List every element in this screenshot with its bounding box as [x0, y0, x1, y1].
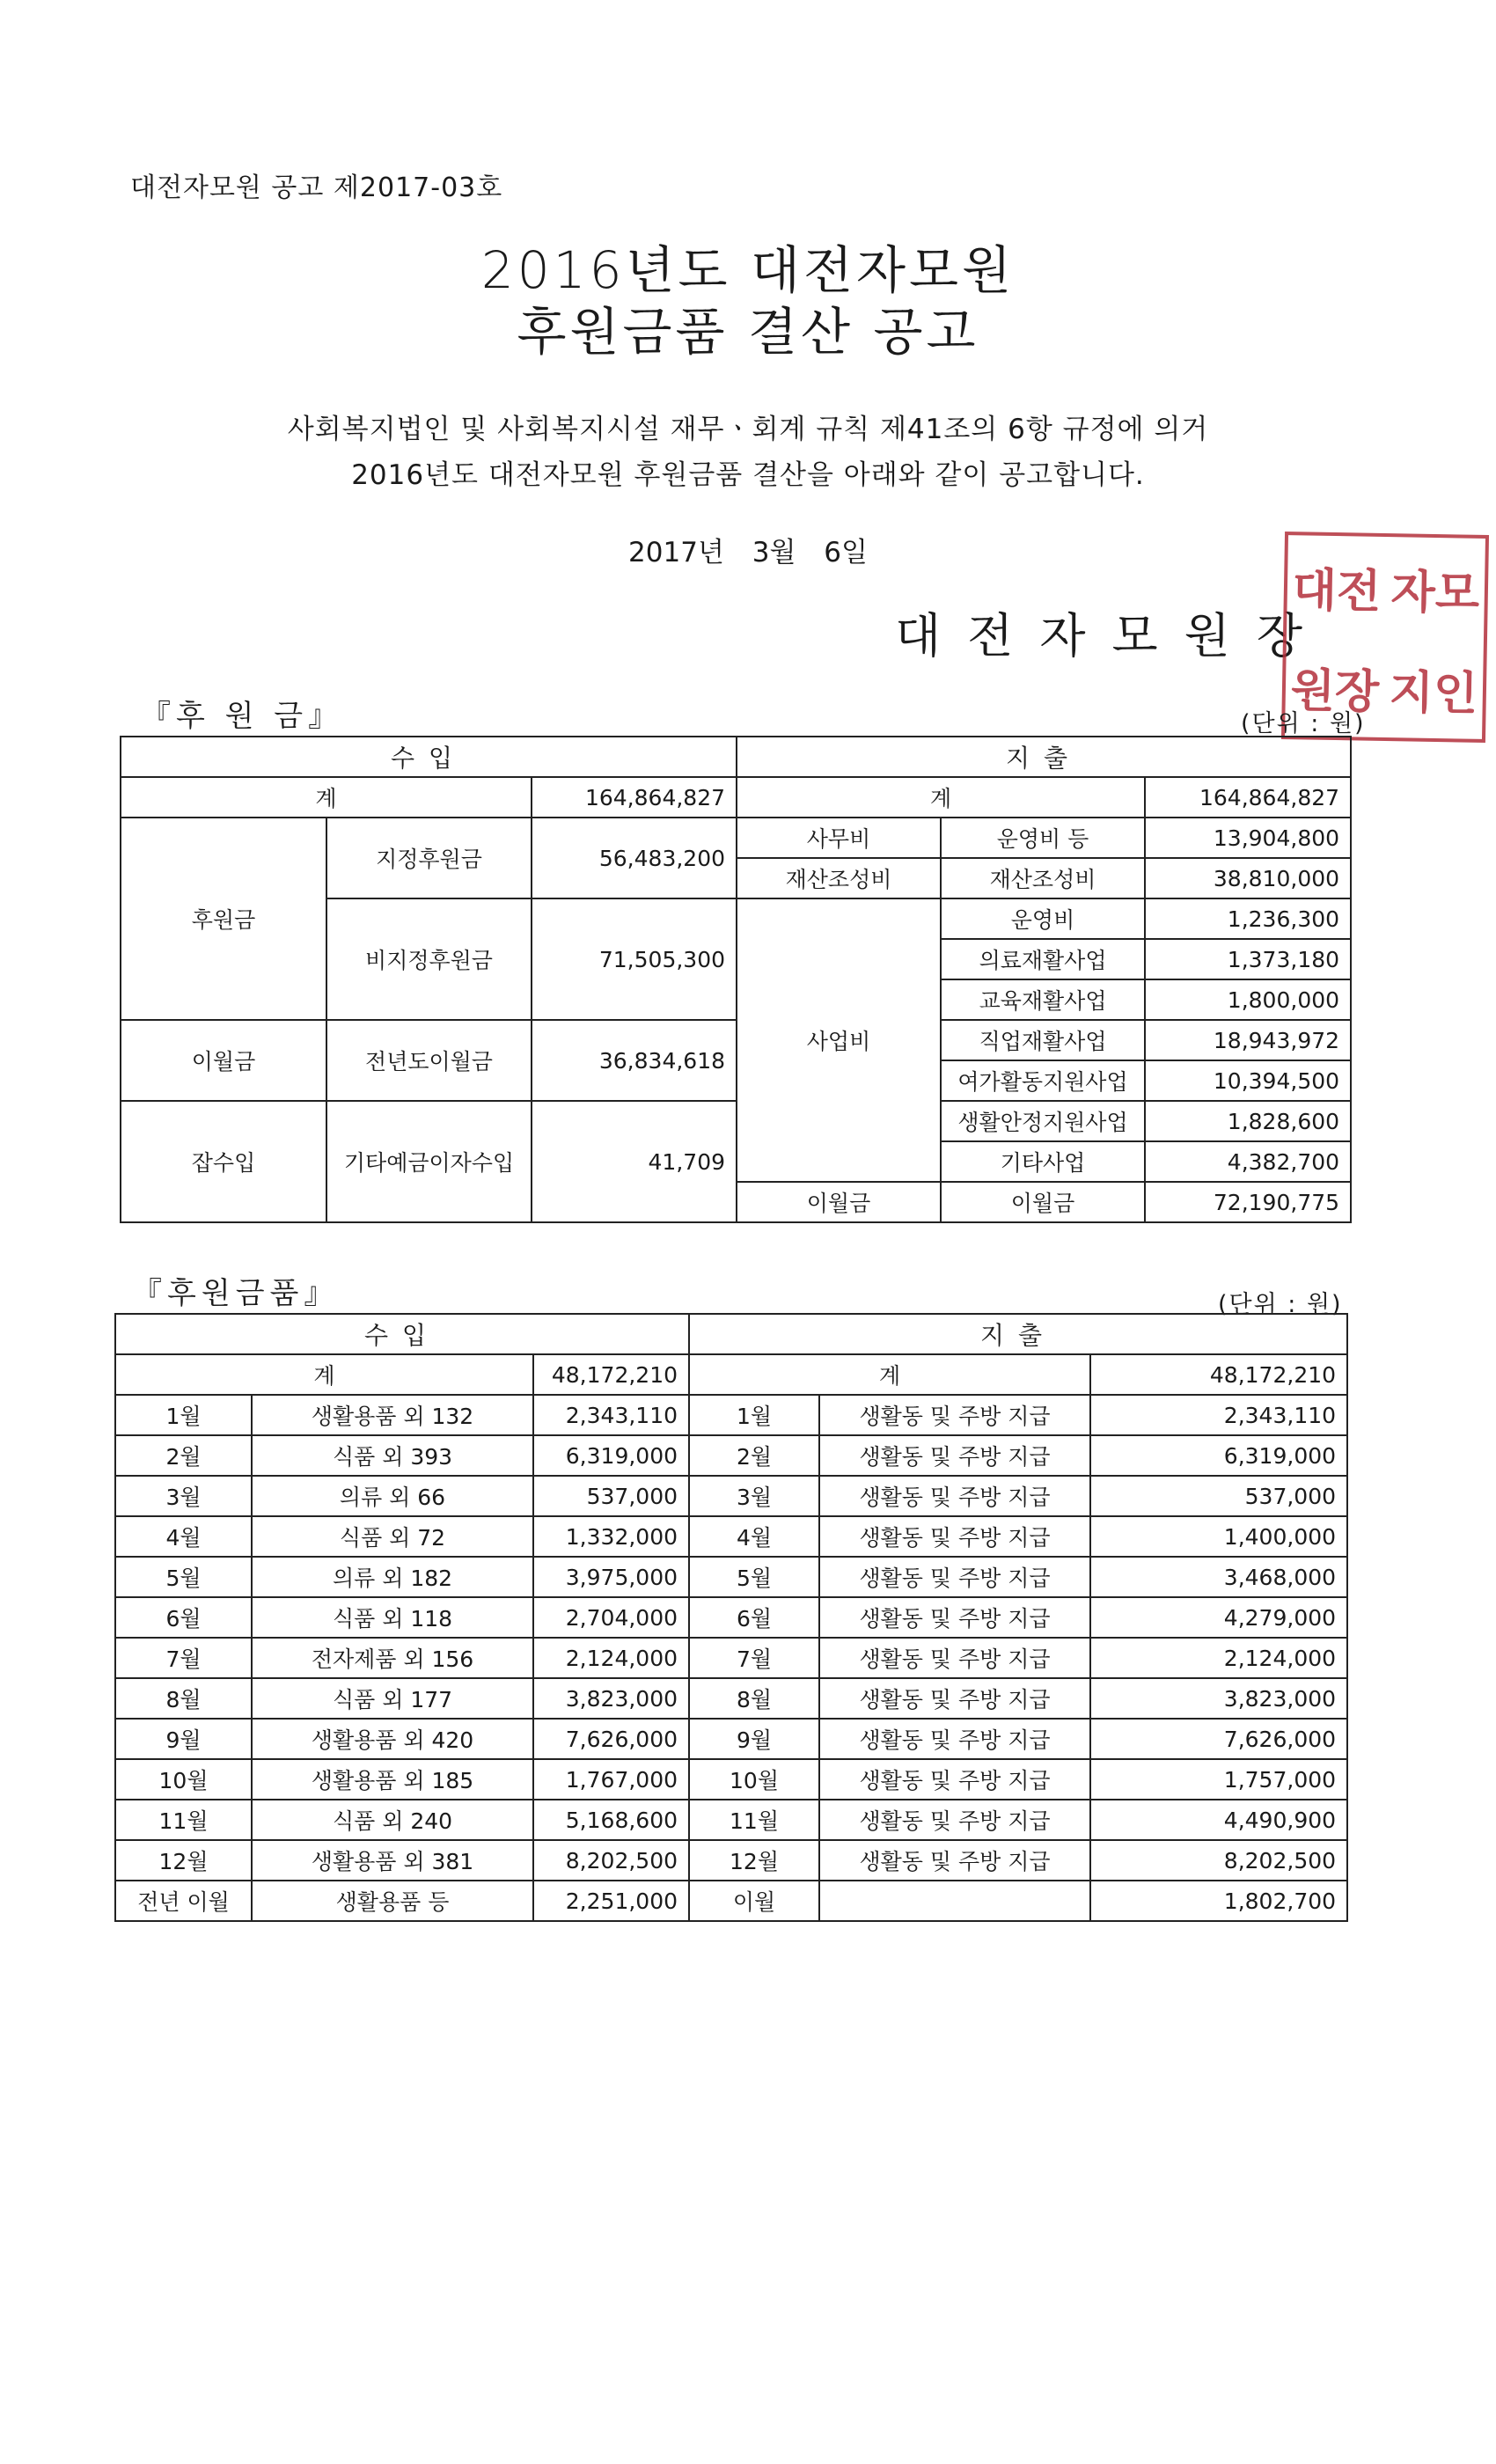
goods-item: 전자제품 외 156 [252, 1638, 533, 1678]
intro-line2: 2016년도 대전자모원 후원금품 결산을 아래와 같이 공고합니다. [351, 459, 1145, 491]
goods-expense-item: 생활동 및 주방 지급 [819, 1800, 1090, 1840]
goods-income-value: 2,124,000 [533, 1638, 689, 1678]
income-total-label: 계 [121, 777, 532, 818]
goods-income-value: 2,704,000 [533, 1597, 689, 1638]
goods-month: 3월 [115, 1476, 252, 1516]
goods-item: 식품 외 177 [252, 1678, 533, 1719]
goods-expense-month: 이월 [689, 1881, 819, 1921]
goods-income-value: 537,000 [533, 1476, 689, 1516]
goods-expense-item: 생활동 및 주방 지급 [819, 1759, 1090, 1800]
nondesignated-donation-label: 비지정후원금 [326, 898, 532, 1020]
goods-expense-value: 4,279,000 [1090, 1597, 1347, 1638]
goods-expense-month: 1월 [689, 1395, 819, 1435]
table-row [115, 1557, 1347, 1597]
goods-expense-item: 생활동 및 주방 지급 [819, 1476, 1090, 1516]
document-title-line2: 후원금품 결산 공고 [517, 302, 979, 362]
income-header: 수입 [121, 737, 737, 777]
goods-month: 9월 [115, 1719, 252, 1759]
carryover-value: 36,834,618 [532, 1020, 737, 1101]
goods-month: 전년 이월 [115, 1881, 252, 1921]
table-row [115, 1476, 1347, 1516]
goods-expense-value: 8,202,500 [1090, 1840, 1347, 1881]
table-row [115, 1719, 1347, 1759]
goods-expense-value: 7,626,000 [1090, 1719, 1347, 1759]
goods-month: 1월 [115, 1395, 252, 1435]
goods-expense-item: 생활동 및 주방 지급 [819, 1395, 1090, 1435]
goods-item: 식품 외 240 [252, 1800, 533, 1840]
goods-item: 생활용품 외 381 [252, 1840, 533, 1881]
carryover-expense-value: 72,190,775 [1145, 1182, 1351, 1222]
expense-total-label: 계 [737, 777, 1145, 818]
designated-donation-label: 지정후원금 [326, 818, 532, 898]
goods-item: 생활용품 외 420 [252, 1719, 533, 1759]
donations-section-title: 『후 원 금』 [141, 699, 344, 734]
goods-expense-item: 생활동 및 주방 지급 [819, 1557, 1090, 1597]
goods-income-value: 1,332,000 [533, 1516, 689, 1557]
property-item: 재산조성비 [941, 858, 1145, 898]
goods-item: 식품 외 393 [252, 1435, 533, 1476]
donations-table [120, 736, 1352, 1223]
interest-label: 기타예금이자수입 [326, 1101, 532, 1222]
goods-item: 식품 외 72 [252, 1516, 533, 1557]
goods-month: 5월 [115, 1557, 252, 1597]
interest-value: 41,709 [532, 1101, 737, 1222]
goods-expense-total-value: 48,172,210 [1090, 1354, 1347, 1395]
goods-income-value: 2,251,000 [533, 1881, 689, 1921]
project-value: 1,828,600 [1145, 1101, 1351, 1141]
goods-month: 6월 [115, 1597, 252, 1638]
project-value: 1,800,000 [1145, 979, 1351, 1020]
designated-donation-value: 56,483,200 [532, 818, 737, 898]
office-category: 사무비 [737, 818, 941, 858]
goods-expense-value: 1,757,000 [1090, 1759, 1347, 1800]
goods-expense-month: 4월 [689, 1516, 819, 1557]
donations-unit: (단위 : 원) [1241, 710, 1366, 737]
goods-expense-value: 1,802,700 [1090, 1881, 1347, 1921]
goods-table [114, 1313, 1348, 1922]
goods-expense-item: 생활동 및 주방 지급 [819, 1719, 1090, 1759]
goods-expense-month: 12월 [689, 1840, 819, 1881]
income-group-carryover: 이월금 [121, 1020, 326, 1101]
goods-income-total-label: 계 [115, 1354, 533, 1395]
goods-item: 의류 외 66 [252, 1476, 533, 1516]
goods-expense-month: 7월 [689, 1638, 819, 1678]
goods-month: 12월 [115, 1840, 252, 1881]
goods-income-value: 1,767,000 [533, 1759, 689, 1800]
carryover-item: 이월금 [941, 1182, 1145, 1222]
goods-expense-item [819, 1881, 1090, 1921]
goods-expense-month: 10월 [689, 1759, 819, 1800]
goods-expense-value: 3,823,000 [1090, 1678, 1347, 1719]
project-item: 교육재활사업 [941, 979, 1145, 1020]
goods-month: 4월 [115, 1516, 252, 1557]
goods-item: 생활용품 등 [252, 1881, 533, 1921]
document-title-line1: 2016년도 대전자모원 [480, 240, 1016, 300]
goods-expense-item: 생활동 및 주방 지급 [819, 1597, 1090, 1638]
project-item: 기타사업 [941, 1141, 1145, 1182]
nondesignated-donation-value: 71,505,300 [532, 898, 737, 1020]
goods-income-value: 6,319,000 [533, 1435, 689, 1476]
official-seal: 대전 자모 원장 지인 [1281, 532, 1489, 743]
project-item: 여가활동지원사업 [941, 1060, 1145, 1101]
goods-income-value: 5,168,600 [533, 1800, 689, 1840]
goods-expense-total-label: 계 [689, 1354, 1090, 1395]
goods-income-header: 수입 [115, 1314, 689, 1354]
goods-expense-header: 지출 [689, 1314, 1347, 1354]
goods-expense-item: 생활동 및 주방 지급 [819, 1435, 1090, 1476]
project-value: 1,373,180 [1145, 939, 1351, 979]
property-category: 재산조성비 [737, 858, 941, 898]
goods-expense-value: 3,468,000 [1090, 1557, 1347, 1597]
goods-item: 생활용품 외 185 [252, 1759, 533, 1800]
intro-line1: 사회복지법인 및 사회복지시설 재무ㆍ회계 규칙 제41조의 6항 규정에 의거 [287, 414, 1209, 445]
project-value: 1,236,300 [1145, 898, 1351, 939]
goods-expense-value: 6,319,000 [1090, 1435, 1347, 1476]
goods-month: 2월 [115, 1435, 252, 1476]
goods-item: 생활용품 외 132 [252, 1395, 533, 1435]
table-row [115, 1840, 1347, 1881]
table-row [115, 1881, 1347, 1921]
goods-expense-value: 2,124,000 [1090, 1638, 1347, 1678]
goods-expense-item: 생활동 및 주방 지급 [819, 1516, 1090, 1557]
goods-expense-month: 8월 [689, 1678, 819, 1719]
goods-expense-value: 1,400,000 [1090, 1516, 1347, 1557]
table-row [115, 1678, 1347, 1719]
table-row [115, 1638, 1347, 1678]
office-item: 운영비 등 [941, 818, 1145, 858]
goods-expense-month: 3월 [689, 1476, 819, 1516]
office-value: 13,904,800 [1145, 818, 1351, 858]
income-group-misc: 잡수입 [121, 1101, 326, 1222]
carryover-category: 이월금 [737, 1182, 941, 1222]
goods-month: 10월 [115, 1759, 252, 1800]
project-item: 의료재활사업 [941, 939, 1145, 979]
project-item: 생활안정지원사업 [941, 1101, 1145, 1141]
goods-unit: (단위 : 원) [1218, 1291, 1343, 1318]
table-row [115, 1516, 1347, 1557]
goods-expense-month: 9월 [689, 1719, 819, 1759]
goods-expense-item: 생활동 및 주방 지급 [819, 1840, 1090, 1881]
goods-expense-month: 5월 [689, 1557, 819, 1597]
table-row [115, 1759, 1347, 1800]
goods-item: 식품 외 118 [252, 1597, 533, 1638]
property-value: 38,810,000 [1145, 858, 1351, 898]
goods-month: 11월 [115, 1800, 252, 1840]
goods-expense-month: 11월 [689, 1800, 819, 1840]
project-item: 직업재활사업 [941, 1020, 1145, 1060]
goods-expense-value: 537,000 [1090, 1476, 1347, 1516]
project-category: 사업비 [737, 898, 941, 1182]
goods-month: 7월 [115, 1638, 252, 1678]
expense-total-value: 164,864,827 [1145, 777, 1351, 818]
goods-income-value: 7,626,000 [533, 1719, 689, 1759]
table-row [115, 1597, 1347, 1638]
project-value: 10,394,500 [1145, 1060, 1351, 1101]
goods-month: 8월 [115, 1678, 252, 1719]
goods-expense-value: 2,343,110 [1090, 1395, 1347, 1435]
carryover-label: 전년도이월금 [326, 1020, 532, 1101]
expense-header: 지출 [737, 737, 1351, 777]
table-row [115, 1395, 1347, 1435]
goods-expense-value: 4,490,900 [1090, 1800, 1347, 1840]
table-row [115, 1800, 1347, 1840]
goods-income-value: 8,202,500 [533, 1840, 689, 1881]
income-group-donation: 후원금 [121, 818, 326, 1020]
goods-income-total-value: 48,172,210 [533, 1354, 689, 1395]
project-value: 4,382,700 [1145, 1141, 1351, 1182]
goods-income-value: 3,975,000 [533, 1557, 689, 1597]
goods-section-title: 『후원금품』 [132, 1276, 340, 1311]
table-row [115, 1435, 1347, 1476]
notice-date: 2017년 3월 6일 [628, 537, 868, 568]
goods-item: 의류 외 182 [252, 1557, 533, 1597]
project-item: 운영비 [941, 898, 1145, 939]
goods-income-value: 3,823,000 [533, 1678, 689, 1719]
goods-expense-item: 생활동 및 주방 지급 [819, 1678, 1090, 1719]
organization-name: 대전자모원장 [895, 608, 1329, 664]
income-total-value: 164,864,827 [532, 777, 737, 818]
project-value: 18,943,972 [1145, 1020, 1351, 1060]
goods-income-value: 2,343,110 [533, 1395, 689, 1435]
goods-expense-month: 2월 [689, 1435, 819, 1476]
goods-expense-month: 6월 [689, 1597, 819, 1638]
goods-expense-item: 생활동 및 주방 지급 [819, 1638, 1090, 1678]
notice-number: 대전자모원 공고 제2017-03호 [130, 172, 503, 203]
